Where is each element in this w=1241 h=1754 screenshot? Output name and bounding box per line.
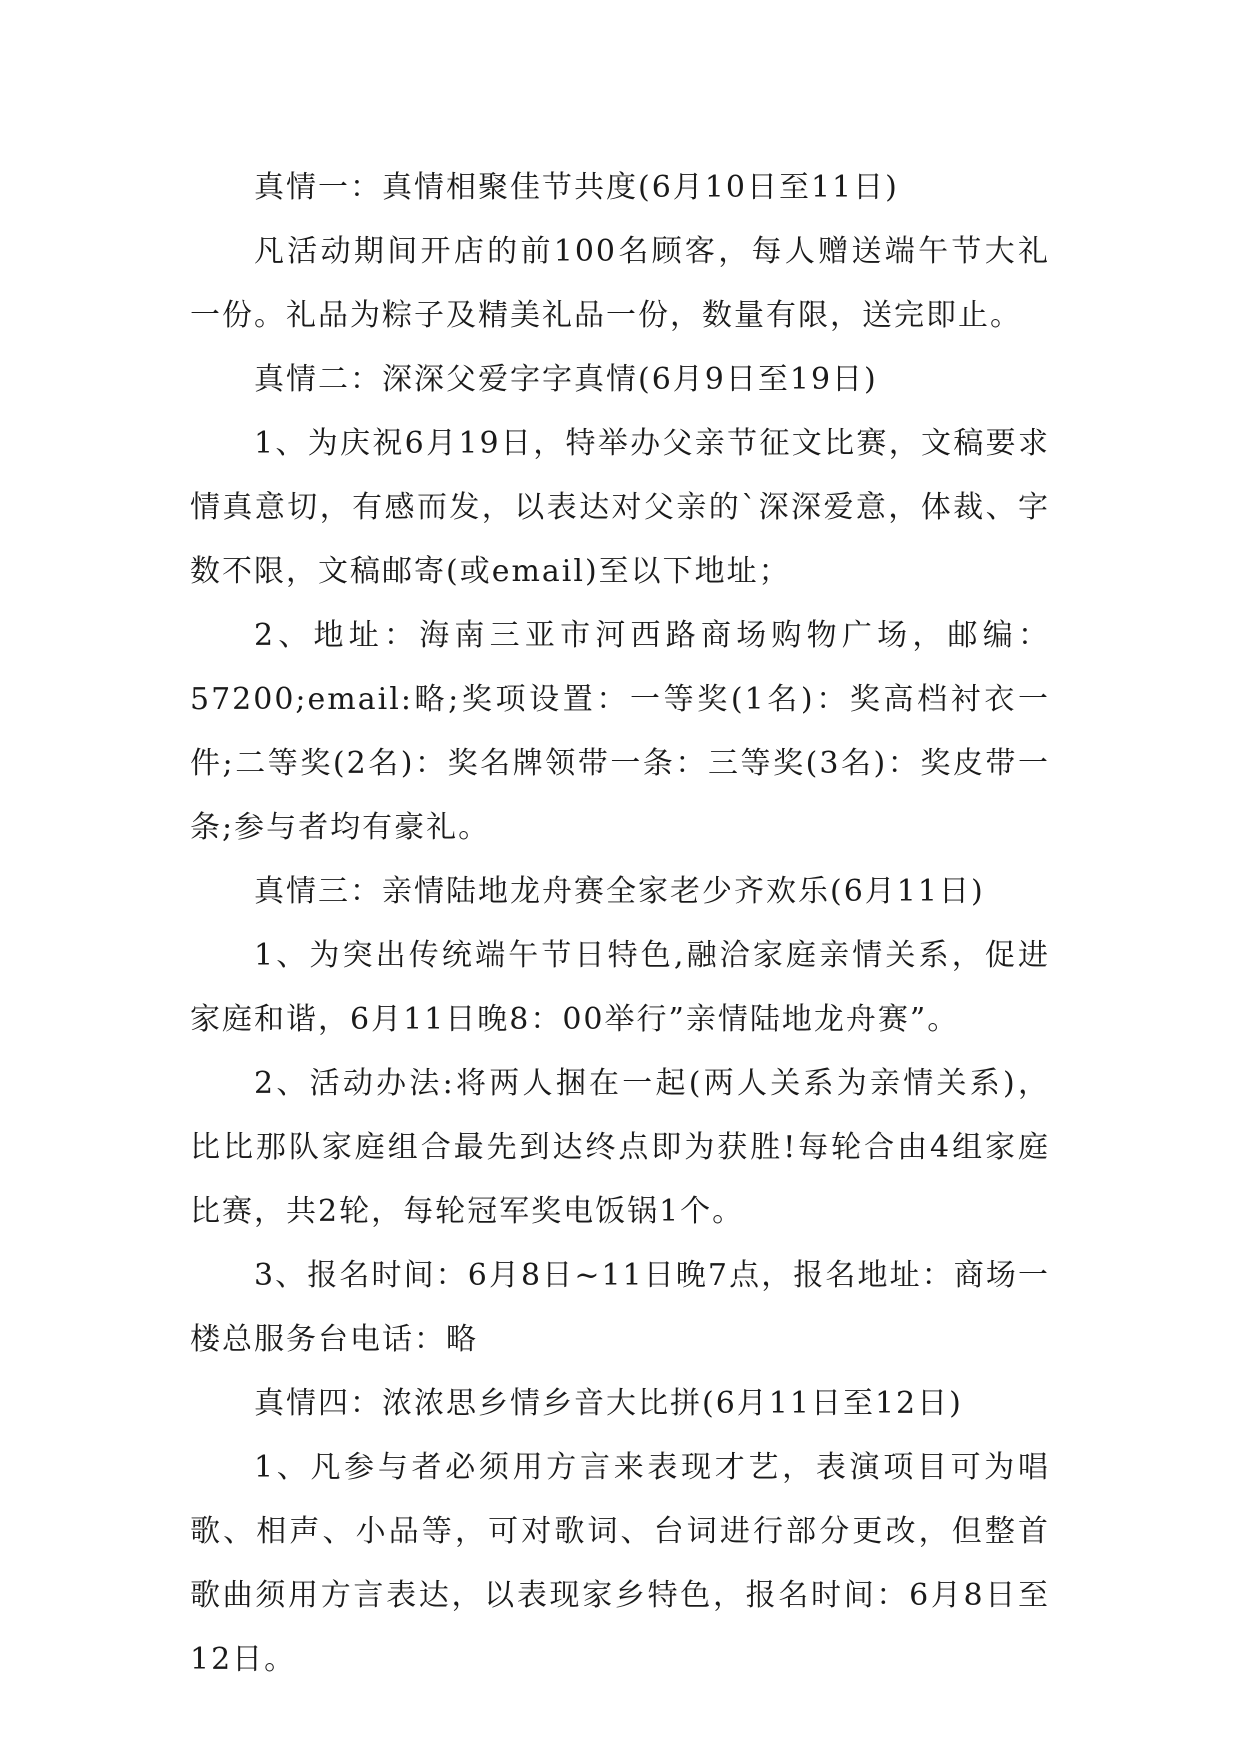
paragraph-address-prizes: 2、地址：海南三亚市河西路商场购物广场，邮编：57200;email:略;奖项设置：一等奖(1名)：奖高档衬衣一件;二等奖(2名)：奖名牌领带一条：三等奖(3名)：奖皮带一条;参与者均有豪礼。 bbox=[190, 618, 1050, 845]
paragraph-essay-contest: 1、为庆祝6月19日，特举办父亲节征文比赛，文稿要求情真意切，有感而发，以表达对父亲的`深深爱意，体裁、字数不限，文稿邮寄(或email)至以下地址； bbox=[190, 426, 1050, 589]
section-heading-4: 真情四：浓浓思乡情乡音大比拼(6月11日至12日) bbox=[254, 1386, 963, 1421]
document-body bbox=[190, 156, 1050, 1692]
paragraph-dialect-contest: 1、凡参与者必须用方言来表现才艺，表演项目可为唱歌、相声、小品等，可对歌词、台词进行部分更改，但整首歌曲须用方言表达，以表现家乡特色，报名时间：6月8日至12日。 bbox=[190, 1450, 1050, 1677]
paragraph-activity-method: 2、活动办法:将两人捆在一起(两人关系为亲情关系)，比比那队家庭组合最先到达终点即为获胜!每轮合由4组家庭比赛，共2轮，每轮冠军奖电饭锅1个。 bbox=[190, 1066, 1050, 1229]
section-heading-2: 真情二：深深父爱字字真情(6月9日至19日) bbox=[254, 362, 878, 397]
paragraph-dragon-boat: 1、为突出传统端午节日特色,融洽家庭亲情关系，促进家庭和谐，6月11日晚8：00举行”亲情陆地龙舟赛”。 bbox=[190, 938, 1050, 1037]
section-heading-3: 真情三：亲情陆地龙舟赛全家老少齐欢乐(6月11日) bbox=[254, 874, 985, 909]
section-heading-1: 真情一：真情相聚佳节共度(6月10日至11日) bbox=[254, 170, 899, 205]
paragraph-registration: 3、报名时间：6月8日~11日晚7点，报名地址：商场一楼总服务台电话：略 bbox=[190, 1258, 1050, 1357]
paragraph-gift: 凡活动期间开店的前100名顾客，每人赠送端午节大礼一份。礼品为粽子及精美礼品一份，数量有限，送完即止。 bbox=[190, 234, 1050, 333]
